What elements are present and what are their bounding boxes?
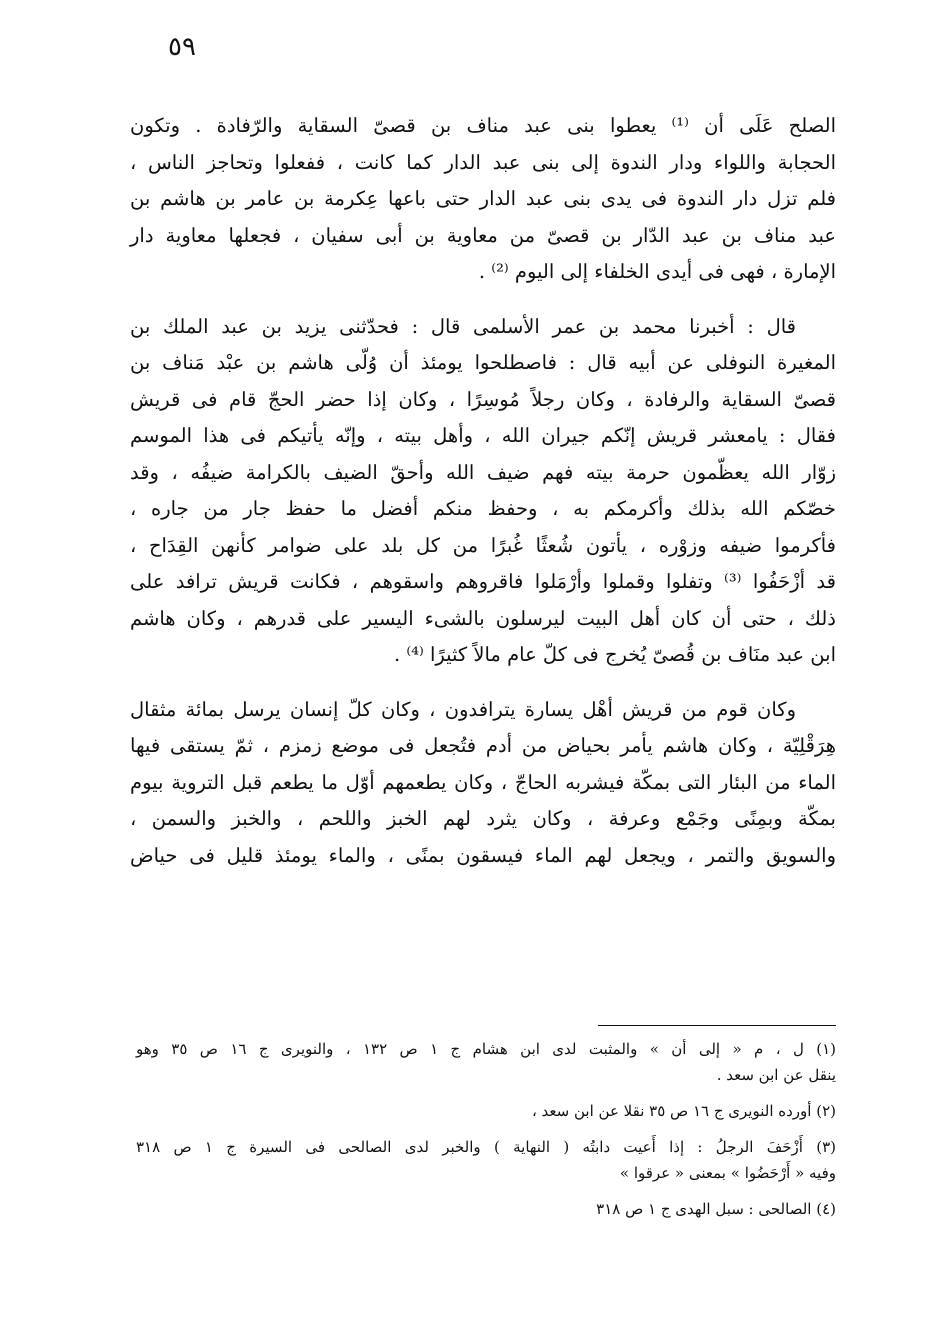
text-line: الإمارة ، فهى فى أيدى الخلفاء إلى اليوم ⁽²⁾ . <box>478 260 836 283</box>
text-line: وكان قوم من قريش أهْل يسارة يترافدون ، وكان كلّ إنسان يرسل بمائة مثقال <box>130 697 796 721</box>
footnote-line: (٢) أورده النويرى ج ١٦ ص ٣٥ نقلا عن ابن سعد ، <box>531 1102 836 1120</box>
text-line: الحجابة واللواء ودار الندوة إلى بنى عبد الدار كما كانت ، ففعلوا وتحاجز الناس ، <box>130 150 836 174</box>
footnote-line: ينقل عن ابن سعد . <box>716 1066 836 1084</box>
text-line: قال : أخبرنا محمد بن عمر الأسلمى قال : فحدّثنى يزيد بن عبد الملك بن <box>130 314 796 338</box>
text-line: قد أزْحَفُوا ⁽³⁾ وتفلوا وقملوا وأرْمَلوا فاقروهم واسقوهم ، فكانت قريش ترافد على <box>130 570 836 593</box>
footnote-line: وفيه « أَرْحَضُوا » بمعنى « عرقوا » <box>619 1164 836 1182</box>
paragraph <box>130 108 836 291</box>
text-line: هِرَقْلِيّة ، وكان هاشم يأمر بحياض من أدم فتُجعل فى موضع زمزم ، ثمّ يستقى فيها <box>130 734 836 757</box>
text-line: بمكّة وبمِنًى وجَمْع وعرفة ، وكان يثرد لهم الخبز واللحم ، والخبز والسمن ، <box>130 807 836 830</box>
footnote-2 <box>136 1098 836 1124</box>
text-line: ذلك ، حتى أن كان أهل البيت ليرسلون بالشىء اليسير على قدرهم ، وكان هاشم <box>130 606 836 630</box>
text-line: فلم تزل دار الندوة فى يدى بنى عبد الدار حتى باعها عِكرمة بن عامر بن هاشم بن <box>130 187 836 210</box>
footnote-line: (٣) أَزْحَفَ الرجلُ : إذا أَعيت دابتُه ( النهاية ) والخبر لدى الصالحى فى السيرة ج ١ ص ٣١٨ <box>136 1138 837 1156</box>
footnote-line: (٤) الصالحى : سبل الهدى ج ١ ص ٣١٨ <box>596 1200 836 1218</box>
main-text <box>130 108 836 892</box>
footnote-divider <box>598 1025 836 1026</box>
text-line: زوّار الله يعظّمون حرمة بيته فهم ضيف الله وأحقّ الضيف بالكرامة ضيفُه ، وقد <box>130 460 836 484</box>
text-line: الصلح عَلَى أن ⁽¹⁾ يعطوا بنى عبد مناف بن قصىّ السقاية والرّفادة . وتكون <box>130 114 836 137</box>
footnote-3 <box>136 1134 836 1186</box>
text-line: فأكرموا ضيفه وزوْره ، يأتون شُعثًا غُبرًا من كل بلد على ضوامر كأنهن القِدَاح ، <box>130 533 836 557</box>
footnote-4 <box>136 1196 836 1222</box>
paragraph <box>130 692 836 875</box>
footnote-line: (١) ل ، م « إلى أن » والمثبت لدى ابن هشام ج ١ ص ١٣٢ ، والنويرى ج ١٦ ص ٣٥ وهو <box>136 1040 837 1058</box>
text-line: الماء من البئار التى بمكّة فيشربه الحاجّ ، وكان يطعمهم أوّل ما يطعم قبل التروية بيوم <box>130 770 836 794</box>
text-line: قصىّ السقاية والرفادة ، وكان رجلاً مُوسِرًا ، وكان إذا حضر الحجّ قام فى قريش <box>130 387 836 411</box>
footnote-1 <box>136 1036 836 1088</box>
text-line: فقال : يامعشر قريش إنّكم جيران الله ، وأهل بيته ، وإنّه يأتيكم فى هذا الموسم <box>130 424 836 447</box>
text-line: المغيرة النوفلى عن أبيه قال : فاصطلحوا يومئذ أن وُلّى هاشم بن عبْد مَناف بن <box>130 351 836 374</box>
text-line: والسويق والتمر ، ويجعل لهم الماء فيسقون بمنًى ، والماء يومئذ قليل فى حياض <box>130 843 836 867</box>
text-line: عبد مناف بن عبد الدّار بن قصىّ من معاوية بن أبى سفيان ، فجعلها معاوية دار <box>130 223 836 247</box>
text-line: خصّكم الله بذلك وأكرمكم به ، وحفظ منكم أفضل ما حفظ جار من جاره ، <box>130 497 836 520</box>
footnotes <box>136 1036 836 1232</box>
text-line: ابن عبد منَاف بن قُصىّ يُخرج فى كلّ عام مالاً كثيرًا ⁽⁴⁾ . <box>393 643 836 666</box>
paragraph <box>130 309 836 674</box>
page-number: ٥٩ <box>168 32 196 62</box>
